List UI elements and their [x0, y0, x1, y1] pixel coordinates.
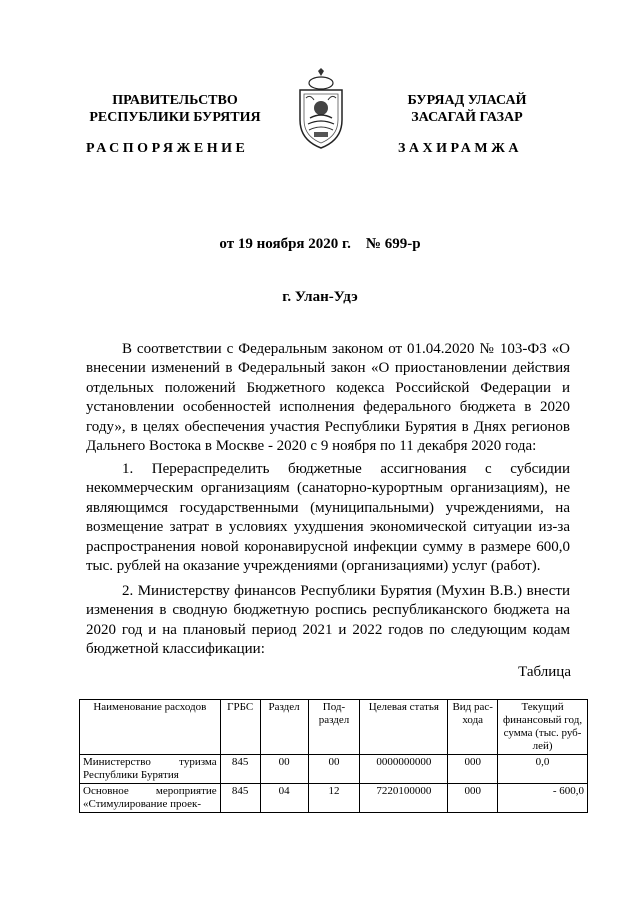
cell-target-item: 0000000000	[360, 755, 448, 784]
paragraph-text: В соответствии с Федеральным законом от 01.04.2020 № 103-ФЗ «О внесении изменений в Федеральный закон «О приостановлении действия отдельных положений Бюджетного кодекса Российской Федерации и установлении особенностей исполнения федерального бюджета в 2020 году», в целях обеспечения участия Республики Бурятия в Днях регионов Дальнего Востока в Москве - 2020 с 9 ноября по 11 декабря 2020 года:	[86, 341, 570, 455]
government-name-ru	[80, 92, 270, 126]
cell-grbs: 845	[220, 784, 260, 813]
document-type-bua: ЗАХИРАМЖА	[398, 141, 523, 156]
cell-expense-type: 000	[448, 755, 498, 784]
cell-grbs: 845	[220, 755, 260, 784]
table-row	[80, 755, 588, 784]
cell-section: 04	[260, 784, 308, 813]
table-caption: Таблица	[518, 664, 571, 680]
header-grbs: ГРБС	[220, 700, 260, 755]
paragraph-text: 2. Министерству финансов Республики Бурятия (Мухин В.В.) внести изменения в сводную бюджетную роспись республиканского бюджета на 2020 год и на плановый период 2021 и 2022 годов по следующим кодам бюджетной классификации:	[86, 583, 570, 658]
cell-expense-type: 000	[448, 784, 498, 813]
header-current-year-sum: Текущий финансовый год, сумма (тыс. руб-лей)	[498, 700, 588, 755]
cell-target-item: 7220100000	[360, 784, 448, 813]
government-name-line2: РЕСПУБЛИКИ БУРЯТИЯ	[89, 110, 261, 125]
cell-expense-name: Основное мероприятие «Стимулирование проек-	[80, 784, 221, 813]
coat-of-arms-icon	[296, 68, 346, 150]
government-name-line1: ПРАВИТЕЛЬСТВО	[112, 93, 238, 108]
document-type-ru: РАСПОРЯЖЕНИЕ	[86, 141, 249, 156]
coat-of-arms-graphic	[296, 68, 346, 150]
date-number: от 19 ноября 2020 г. № 699-р	[219, 236, 421, 252]
government-name-bua-line2: ЗАСАГАЙ ГАЗАР	[411, 110, 523, 125]
header-expense-type: Вид рас-хода	[448, 700, 498, 755]
budget-table	[79, 699, 588, 813]
cell-subsection: 00	[308, 755, 360, 784]
cell-section: 00	[260, 755, 308, 784]
government-name-bua-line1: БУРЯАД УЛАСАЙ	[407, 93, 527, 108]
table-header-row	[80, 700, 588, 755]
header-subsection: Под-раздел	[308, 700, 360, 755]
paragraph-item-2	[86, 582, 570, 660]
paragraph-text: 1. Перераспределить бюджетные ассигнования с субсидии некоммерческим организациям (санаторно-курортным организациям), не являющимся государственными (муниципальными) учреждениями, на возмещение затрат в условиях ухудшения экономической ситуации из-за распространения новой коронавирусной инфекции сумму в размере 600,0 тыс. рублей на оказание учреждениями (организациями) услуг (работ).	[86, 461, 570, 575]
paragraph-preamble	[86, 340, 570, 456]
table-row	[80, 784, 588, 813]
header-expense-name: Наименование расходов	[80, 700, 221, 755]
cell-subsection: 12	[308, 784, 360, 813]
cell-sum: 0,0	[498, 755, 588, 784]
city: г. Улан-Удэ	[282, 289, 358, 305]
header-target-item: Целевая статья	[360, 700, 448, 755]
header-section: Раздел	[260, 700, 308, 755]
government-name-bua	[372, 92, 562, 126]
cell-expense-name: Министерство туризма Республики Бурятия	[80, 755, 221, 784]
paragraph-item-1	[86, 460, 570, 576]
cell-sum: - 600,0	[498, 784, 588, 813]
